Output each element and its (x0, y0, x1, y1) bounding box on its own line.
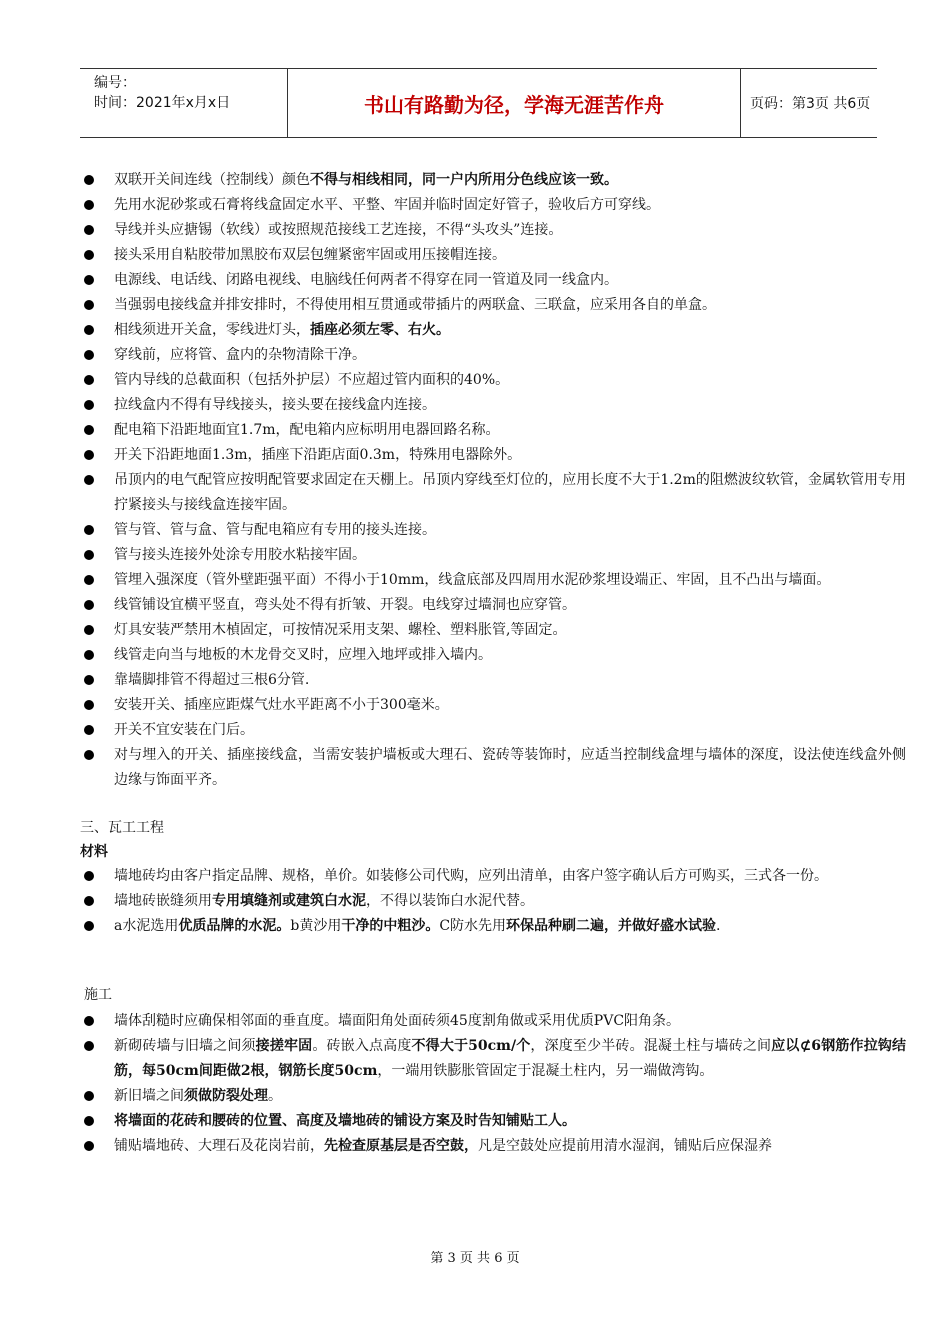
item-text: . (716, 918, 721, 934)
bullet-icon (84, 575, 94, 585)
page-header (80, 68, 877, 138)
emphasized-text: 专用填缝剂或建筑白水泥 (212, 893, 366, 909)
document-time-label: 时间：2021年x月x日 (94, 95, 231, 111)
list-item (80, 1134, 906, 1159)
list-item (80, 193, 906, 218)
list-item (80, 318, 906, 343)
item-text: 开关不宜安装在门后。 (114, 722, 254, 738)
item-text: 墙地砖嵌缝须用 (114, 893, 212, 909)
item-text: 线管铺设宜横平竖直，弯头处不得有折皱、开裂。电线穿过墙洞也应穿管。 (114, 597, 576, 613)
item-text: 先用水泥砂浆或石膏将线盒固定水平、平整、牢固并临时固定好管子，验收后方可穿线。 (114, 197, 660, 213)
item-text: 穿线前，应将管、盒内的杂物清除干净。 (114, 347, 366, 363)
item-text: 墙地砖均由客户指定品牌、规格，单价。如装修公司代购，应列出清单，由客户签字确认后方可购买，三式各一份。 (114, 868, 828, 884)
bullet-icon (84, 175, 94, 185)
item-text: 管内导线的总截面积（包括外护层）不应超过管内面积的40%。 (114, 372, 510, 388)
bullet-icon (84, 725, 94, 735)
section-title: 三、瓦工工程 (80, 820, 164, 836)
item-text: 当强弱电接线盒并排安排时，不得使用相互贯通或带插片的两联盒、三联盒，应采用各自的单盒。 (114, 297, 716, 313)
materials-title: 材料 (80, 844, 108, 860)
bullet-icon (84, 625, 94, 635)
bullet-icon (84, 225, 94, 235)
bullet-icon (84, 275, 94, 285)
list-item (80, 218, 906, 243)
item-text: 。砖嵌入点高度 (312, 1038, 412, 1054)
list-item (80, 1109, 906, 1134)
list-item (80, 443, 906, 468)
list-item (80, 693, 906, 718)
bullet-icon (84, 300, 94, 310)
item-text: 管埋入强深度（管外壁距强平面）不得小于10mm，线盒底部及四周用水泥砂浆埋设端正、牢固，且不凸出与墙面。 (114, 572, 831, 588)
bullet-icon (84, 375, 94, 385)
item-text: b黄沙用 (290, 918, 342, 934)
bullet-icon (84, 350, 94, 360)
emphasized-text: 干净的中粗沙。 (341, 918, 440, 934)
list-item (80, 914, 906, 939)
materials-list (80, 864, 906, 939)
bullet-icon (84, 525, 94, 535)
bullet-icon (84, 250, 94, 260)
item-text: 管与管、管与盒、管与配电箱应有专用的接头连接。 (114, 522, 436, 538)
bullet-icon (84, 425, 94, 435)
document-number-label: 编号： (94, 75, 136, 91)
list-item (80, 618, 906, 643)
emphasized-text: 环保品种刷二遍，并做好盛水试验 (506, 918, 717, 934)
list-item (80, 168, 906, 193)
item-text: 开关下沿距地面1.3m，插座下沿距店面0.3m，特殊用电器除外。 (114, 447, 522, 463)
list-item (80, 468, 906, 518)
list-item (80, 643, 906, 668)
bullet-icon (84, 600, 94, 610)
header-motto: 书山有路勤为径，学海无涯苦作舟 (287, 69, 741, 137)
list-item (80, 668, 906, 693)
item-text: ，一端用铁膨胀管固定于混凝土柱内，另一端做湾钩。 (377, 1063, 714, 1079)
bullet-icon (84, 675, 94, 685)
item-text: ，深度至少半砖。混凝土柱与墙砖之间 (530, 1038, 772, 1054)
bullet-icon (84, 450, 94, 460)
item-text: 拉线盒内不得有导线接头，接头要在接线盒内连接。 (114, 397, 436, 413)
item-text: 相线须进开关盒，零线进灯头， (114, 322, 310, 338)
list-item (80, 889, 906, 914)
bullet-icon (84, 650, 94, 660)
emphasized-text: 将墙面的花砖和腰砖的位置、高度及墙地砖的铺设方案及时告知铺贴工人。 (114, 1113, 576, 1129)
bullet-icon (84, 475, 94, 485)
list-item (80, 743, 906, 793)
item-text: 双联开关间连线（控制线）颜色 (114, 172, 310, 188)
item-text: 安装开关、插座应距煤气灶水平距离不小于300毫米。 (114, 697, 449, 713)
bullet-icon (84, 871, 94, 881)
bullet-icon (84, 921, 94, 931)
header-info (94, 73, 286, 113)
emphasized-text: 先检查原基层是否空鼓， (324, 1138, 478, 1154)
list-item (80, 718, 906, 743)
emphasized-text: 不得与相线相同，同一户内所用分色线应该一致。 (310, 172, 618, 188)
item-text: 导线并头应搪锡（软线）或按照规范接线工艺连接，不得“头攻头”连接。 (114, 222, 563, 238)
list-item (80, 568, 906, 593)
bullet-icon (84, 200, 94, 210)
list-item (80, 518, 906, 543)
bullet-icon (84, 325, 94, 335)
emphasized-text: 不得大于50cm/个 (411, 1038, 531, 1054)
item-text: 线管走向当与地板的木龙骨交叉时，应埋入地坪或排入墙内。 (114, 647, 492, 663)
item-text: 新旧墙之间 (114, 1088, 184, 1104)
bullet-icon (84, 1116, 94, 1126)
item-text: 墙体刮糙时应确保相邻面的垂直度。墙面阳角处面砖须45度割角做或采用优质PVC阳角条。 (114, 1013, 681, 1029)
item-text: ，不得以装饰白水泥代替。 (366, 893, 534, 909)
list-item (80, 343, 906, 368)
item-text: 新砌砖墙与旧墙之间须 (114, 1038, 256, 1054)
item-text: 对与埋入的开关、插座接线盒，当需安装护墙板或大理石、瓷砖等装饰时，应适当控制线盒埋与墙体的深度，设法使连线盒外侧边缘与饰面平齐。 (114, 747, 906, 788)
list-item (80, 1034, 906, 1084)
item-text: 接头采用自粘胶带加黑胶布双层包缠紧密牢固或用压接帽连接。 (114, 247, 506, 263)
bullet-icon (84, 1041, 94, 1051)
emphasized-text: 接搓牢固 (255, 1038, 313, 1054)
list-item (80, 393, 906, 418)
bullet-icon (84, 700, 94, 710)
emphasized-text: 应以⊄6钢筋作拉钩结筋，每50cm间距做2根，钢筋长度50cm (114, 1038, 907, 1079)
item-text: 靠墙脚排管不得超过三根6分管. (114, 672, 310, 688)
list-item (80, 293, 906, 318)
bullet-icon (84, 550, 94, 560)
list-item (80, 593, 906, 618)
list-item (80, 1084, 906, 1109)
emphasized-text: 须做防裂处理 (184, 1088, 268, 1104)
bullet-icon (84, 1091, 94, 1101)
list-item (80, 368, 906, 393)
item-text: 电源线、电话线、闭路电视线、电脑线任何两者不得穿在同一管道及同一线盒内。 (114, 272, 618, 288)
emphasized-text: 优质品牌的水泥。 (178, 918, 291, 934)
list-item (80, 1009, 906, 1034)
bullet-icon (84, 1141, 94, 1151)
item-text: 。 (268, 1088, 282, 1104)
item-text: 灯具安装严禁用木楨固定，可按情况采用支架、螺栓、塑料胀管,等固定。 (114, 622, 567, 638)
list-item (80, 268, 906, 293)
item-text: 吊顶内的电气配管应按明配管要求固定在天棚上。吊顶内穿线至灯位的，应用长度不大于1.2m的阻燃波纹软管，金属软管用专用拧紧接头与接线盒连接牢固。 (114, 472, 906, 513)
page-footer: 第 3 页 共 6 页 (430, 1251, 520, 1266)
item-text: C防水先用 (439, 918, 507, 934)
electrical-requirements-list (80, 168, 906, 793)
item-text: 铺贴墙地砖、大理石及花岗岩前， (114, 1138, 324, 1154)
emphasized-text: 插座必须左零、右火。 (310, 322, 450, 338)
item-text: a水泥选用 (114, 918, 179, 934)
list-item (80, 864, 906, 889)
item-text: 凡是空鼓处应提前用清水湿润，铺贴后应保湿养 (478, 1138, 772, 1154)
bullet-icon (84, 1016, 94, 1026)
bullet-icon (84, 400, 94, 410)
construction-title: 施工 (84, 987, 112, 1003)
item-text: 配电箱下沿距地面宜1.7m，配电箱内应标明用电器回路名称。 (114, 422, 500, 438)
item-text: 管与接头连接外处涂专用胶水粘接牢固。 (114, 547, 366, 563)
document-body (80, 168, 906, 1159)
bullet-icon (84, 750, 94, 760)
bullet-icon (84, 896, 94, 906)
list-item (80, 543, 906, 568)
construction-list (80, 1009, 906, 1159)
list-item (80, 243, 906, 268)
header-page-label: 页码：第3页 共6页 (750, 96, 871, 112)
list-item (80, 418, 906, 443)
